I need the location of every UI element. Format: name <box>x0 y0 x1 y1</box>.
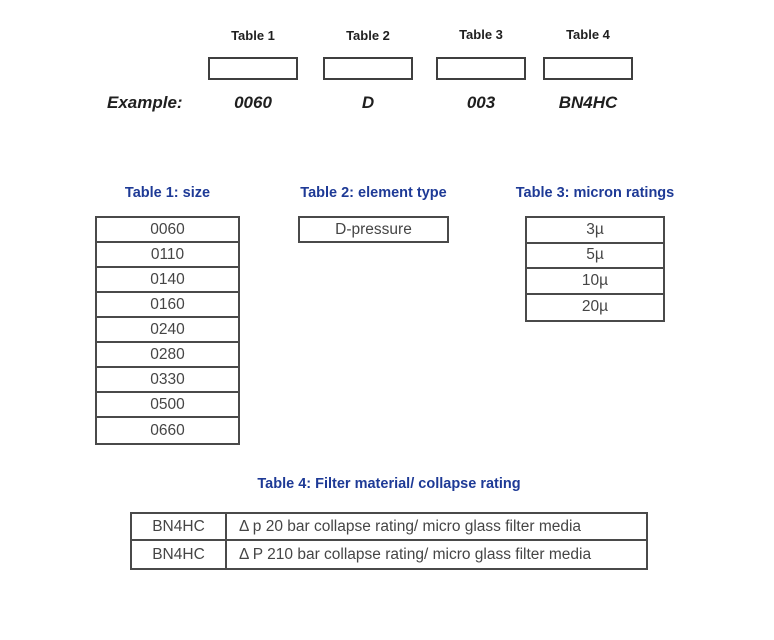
code-slot-3-box <box>436 57 526 80</box>
size-cell: 0140 <box>97 268 238 293</box>
element-type-cell: D-pressure <box>335 220 412 238</box>
example-label: Example: <box>107 93 183 112</box>
material-desc-cell: Δ p 20 bar collapse rating/ micro glass filter media <box>239 517 582 535</box>
element-type-table <box>298 216 449 243</box>
size-cell: 0160 <box>97 293 238 318</box>
code-slot-1-label: Table 1 <box>231 28 275 43</box>
example-value-3: 003 <box>466 93 496 112</box>
micron-ratings-table <box>525 216 665 322</box>
material-code-cell: BN4HC <box>132 514 227 539</box>
size-table <box>95 216 240 445</box>
size-cell: 0110 <box>97 243 238 268</box>
filter-material-table <box>130 512 648 570</box>
size-cell: 0660 <box>150 421 185 439</box>
micron-cell: 20µ <box>581 298 609 316</box>
code-slot-3-label: Table 3 <box>459 27 503 42</box>
size-cell: 0330 <box>97 368 238 393</box>
example-value-1: 0060 <box>234 93 272 112</box>
micron-cell: 3µ <box>527 218 663 244</box>
table4-title: Table 4: Filter material/ collapse rating <box>257 476 521 492</box>
code-slot-1-box <box>208 57 298 80</box>
example-value-4: BN4HC <box>558 93 618 112</box>
table-row <box>132 514 646 541</box>
size-cell: 0280 <box>97 343 238 368</box>
size-cell: 0500 <box>97 393 238 418</box>
material-desc-cell: Δ P 210 bar collapse rating/ micro glass filter media <box>239 545 592 563</box>
code-slot-4-label: Table 4 <box>566 27 610 42</box>
code-slot-4-box <box>543 57 633 80</box>
micron-cell: 10µ <box>527 269 663 295</box>
material-code-cell: BN4HC <box>132 541 227 568</box>
size-cell: 0060 <box>97 218 238 243</box>
micron-cell: 5µ <box>527 244 663 270</box>
code-slot-2-label: Table 2 <box>346 28 390 43</box>
size-cell: 0240 <box>97 318 238 343</box>
example-value-2: D <box>361 93 375 112</box>
table2-title: Table 2: element type <box>300 185 447 201</box>
code-slot-2-box <box>323 57 413 80</box>
table-row <box>132 541 646 568</box>
table3-title: Table 3: micron ratings <box>515 185 675 201</box>
table1-title: Table 1: size <box>124 185 211 201</box>
